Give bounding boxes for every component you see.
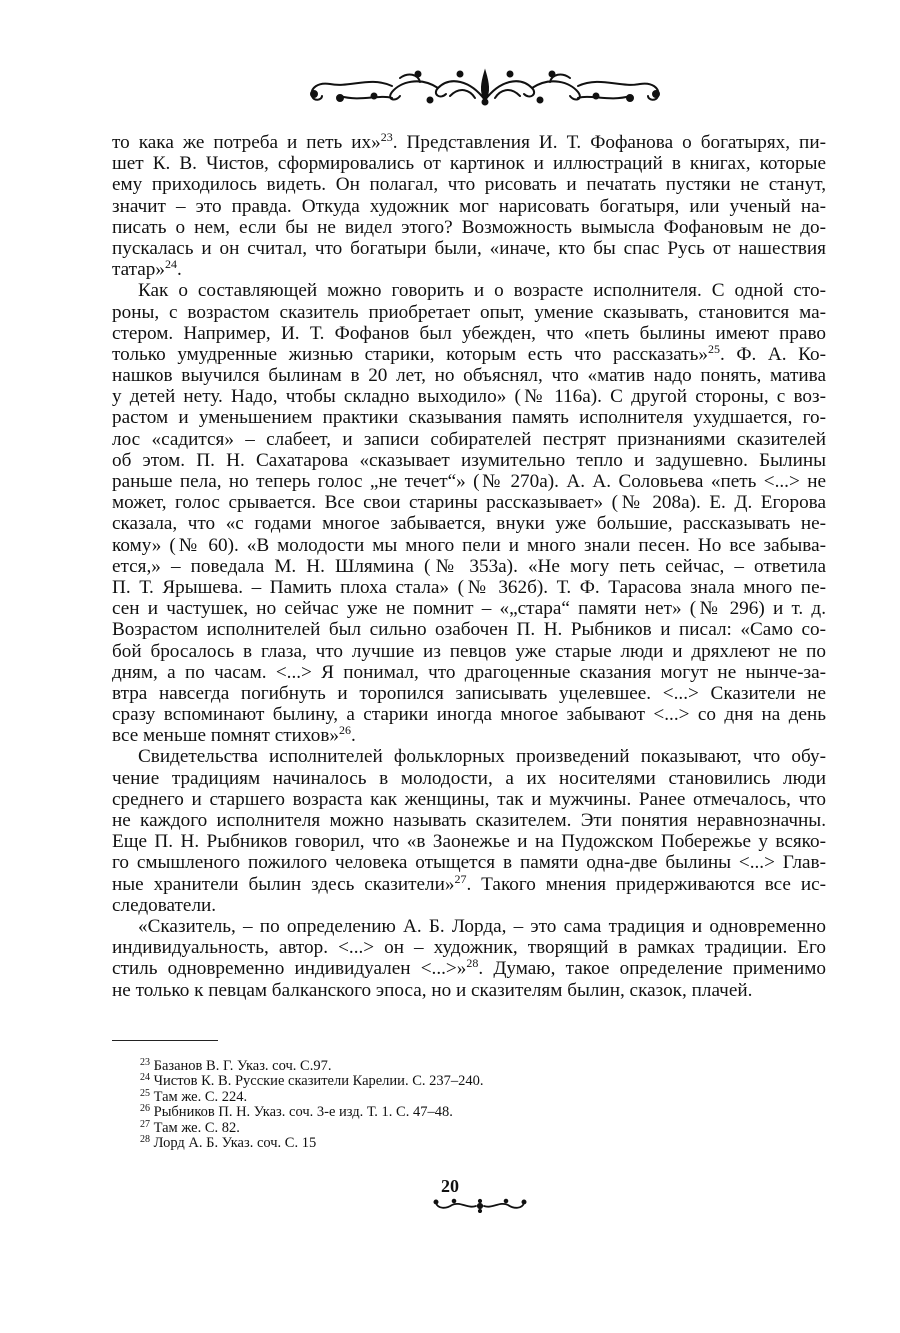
footnote-reference[interactable]: 27	[454, 871, 467, 886]
text-line-content: стером. Например, И. Т. Фофанов был убежден, что «петь былины имеют право	[112, 322, 826, 344]
text-line-content: стиль одновременно индивидуален <...>»	[112, 958, 467, 980]
text-line	[112, 217, 826, 238]
text-line-content: не каждого исполнителя можно называть сказителем. Эти понятия неравнозначны.	[112, 810, 826, 831]
footnote-item	[140, 1136, 484, 1151]
text-line-tail: . Представления И. Т. Фофанова о богатырях, пи-	[392, 132, 826, 153]
text-line-content: не только к певцам балканского эпоса, но и сказителям былин, сказок, плачей.	[112, 979, 753, 1001]
text-line-content: пускалась и он считал, что богатыри были, «иначе, кто бы спас Русь от нашествия	[112, 237, 826, 259]
text-line	[112, 153, 826, 174]
footnote-reference[interactable]: 26	[338, 723, 351, 738]
text-line-content: все меньше помнят стихов»	[112, 725, 339, 747]
text-line-content: роны, с возрастом сказитель приобретает опыт, умение сказывать, становится ма-	[112, 301, 826, 323]
text-line-content: только умудренные жизнью старики, которым есть что рассказать»	[112, 343, 708, 365]
text-line	[112, 916, 826, 937]
text-line-content: чение традициям начиналось в молодости, а их носителями становились люди	[112, 767, 826, 789]
footnote-text: Там же. С. 224.	[153, 1088, 248, 1105]
text-line-tail: . Думаю, такое определение применимо	[478, 958, 826, 980]
text-line-tail: .	[350, 725, 356, 747]
text-line-content: втра навсегда погибнуть и торопился записывать уцелевшее. <...> Сказители не	[112, 682, 826, 704]
footnote-reference[interactable]: 24	[164, 257, 177, 272]
text-line-content: сразу вспоминают былину, а старики иногда многое забывают <...> со дня на день	[112, 704, 826, 726]
footnote-number: 24	[140, 1072, 150, 1084]
footnote-number: 26	[140, 1103, 150, 1115]
text-line-content: «Сказитель, – по определению А. Б. Лорда, – это сама традиция и одновременно	[138, 915, 826, 937]
text-line-content: сен и частушек, но сейчас уже не помнит – «„стара“ памяти нет» (№ 296) и т. д.	[112, 598, 826, 620]
text-line	[112, 789, 826, 810]
text-line-content: ные хранители былин здесь сказители»	[112, 873, 455, 895]
floral-ornament-icon	[300, 66, 670, 106]
text-line	[112, 619, 826, 640]
text-line-content: следователи.	[112, 894, 217, 916]
text-line	[112, 746, 826, 767]
text-line-content: об этом. П. Н. Сахатарова «сказывает изумительно тепло и задушевно. Былины	[112, 449, 826, 471]
text-line-tail: . Ф. А. Ко-	[720, 343, 826, 365]
text-line	[112, 768, 826, 789]
footnote-reference[interactable]: 25	[708, 341, 720, 356]
text-line-content: кому» (№ 60). «В молодости мы много пели и много знали песен. Но все забыва-	[112, 534, 826, 556]
text-line	[112, 302, 826, 323]
text-line	[112, 259, 826, 280]
text-line	[112, 895, 826, 916]
footnote-text: Там же. С. 82.	[153, 1119, 240, 1136]
text-line-tail: . Такого мнения придерживаются все ис-	[466, 873, 826, 895]
text-line-content: индивидуальность, автор. <...> он – художник, творящий в рамках традиции. Его	[112, 937, 826, 959]
main-text	[112, 132, 826, 1001]
text-line-content: ется,» – поведала М. Н. Шлямина (№ 353а). «Не могу петь сейчас, – ответила	[112, 555, 826, 577]
text-line	[112, 429, 826, 450]
text-line	[112, 556, 826, 577]
footnote-text: Базанов В. Г. Указ. соч. С.97.	[153, 1058, 332, 1074]
text-line-content: бой бросалось в глаза, что лучшие из певцов уже старые люди и дряхлеют не по	[112, 640, 826, 662]
page-number: 20	[441, 1176, 459, 1196]
footnote-number: 28	[140, 1134, 150, 1146]
footnote-text: Чистов К. В. Русские сказители Карелии. С. 237–240.	[153, 1073, 484, 1090]
text-line	[112, 535, 826, 556]
text-line	[112, 598, 826, 619]
text-line	[112, 810, 826, 831]
footnote-number: 25	[140, 1087, 150, 1099]
text-line-content: среднего и старшего возраста как женщины, так и мужчины. Ранее отмечалось, что	[112, 788, 826, 810]
text-line-content: Свидетельства исполнителей фольклорных произведений показывают, что обу-	[138, 746, 826, 768]
footnote-item	[140, 1059, 484, 1074]
text-line-content: сказала, что «с годами многое забывается, внуки уже большие, рассказывать не-	[112, 513, 826, 535]
text-line	[112, 831, 826, 852]
text-line-content: татар»	[112, 259, 165, 281]
text-line	[112, 132, 826, 153]
text-line	[112, 471, 826, 492]
footnote-number: 23	[140, 1057, 150, 1068]
text-line-content: Как о составляющей можно говорить и о возрасте исполнителя. С одной сто-	[138, 280, 826, 302]
footnote-reference[interactable]: 23	[380, 130, 393, 144]
text-line	[112, 341, 826, 365]
text-line	[112, 238, 826, 259]
text-line-content: Возрастом исполнителей был сильно озабочен П. Н. Рыбников и писал: «Само со-	[112, 619, 826, 641]
text-line-content: Еще П. Н. Рыбников говорил, что «в Заонежье и на Пудожском Побережье у всяко-	[112, 831, 826, 853]
text-line	[112, 450, 826, 471]
text-line	[112, 365, 826, 386]
text-line	[112, 513, 826, 534]
text-line	[112, 725, 826, 746]
text-line-content: лос «садится» – слабеет, и записи собирателей пестрят признаниями сказителей	[112, 428, 826, 450]
text-line-content: раньше пела, но теперь голос „не течет“» (№ 270а). А. А. Соловьева «петь <...> не	[112, 471, 826, 492]
footnote-item	[140, 1087, 484, 1105]
small-ornament-icon	[432, 1197, 528, 1213]
text-line	[112, 492, 826, 513]
text-line	[112, 174, 826, 195]
text-line-content: то кака же потреба и петь их»	[112, 132, 381, 153]
footnote-item	[140, 1118, 484, 1136]
footnote-reference[interactable]: 28	[466, 956, 479, 971]
text-line-content: ему приходилось видеть. Он полагал, что рисовать и печатать пустяки не станут,	[112, 174, 826, 196]
footnote-item	[140, 1105, 484, 1120]
text-line	[112, 662, 826, 683]
text-line	[112, 852, 826, 873]
text-line-content: растом и уменьшением практики сказывания память исполнителя ухудшается, го-	[112, 407, 826, 429]
text-line-content: дням, а по часам. <...> Я понимал, что драгоценные сказания могут не нынче-за-	[112, 661, 826, 683]
footnote-text: Лорд А. Б. Указ. соч. С. 15	[153, 1135, 317, 1152]
text-line	[112, 641, 826, 662]
text-line-tail: .	[176, 259, 182, 281]
text-line	[112, 280, 826, 301]
text-line	[112, 683, 826, 704]
text-line-content: го смышленого пожилого человека отыщется в памяти одна-две былины <...> Глав-	[112, 852, 826, 874]
footnote-item	[140, 1074, 484, 1089]
text-line	[112, 871, 826, 895]
text-line	[112, 407, 826, 428]
text-line-content: шет К. В. Чистов, сформировались от картинок и иллюстраций в книгах, которые	[112, 153, 826, 175]
text-line	[112, 704, 826, 725]
text-line	[112, 196, 826, 217]
text-line-content: П. Т. Ярышева. – Памить плоха стала» (№ 362б). Т. Ф. Тарасова знала много пе-	[112, 576, 826, 598]
footnotes	[140, 1059, 484, 1151]
text-line	[112, 958, 826, 979]
text-line	[112, 386, 826, 407]
footnote-text: Рыбников П. Н. Указ. соч. 3-е изд. Т. 1. С. 47–48.	[153, 1104, 453, 1121]
text-line-content: может, голос срывается. Все свои старины рассказывает» (№ 208а). Е. Д. Егорова	[112, 492, 826, 514]
text-line-content: нашков выучился былинам в 20 лет, но объяснял, что «матив надо понять, матива	[112, 365, 826, 387]
text-line-content: у детей нету. Надо, чтобы складно выходило» (№ 116а). С другой стороны, с воз-	[112, 386, 826, 408]
text-line-content: значит – это правда. Откуда художник мог нарисовать богатыря, или ученый на-	[112, 195, 826, 217]
text-line-content: писать о нем, если бы не видел этого? Возможность вымысла Фофановым не до-	[112, 216, 826, 238]
text-line	[112, 577, 826, 598]
text-line	[112, 323, 826, 344]
footnote-divider	[112, 1040, 218, 1041]
text-line	[112, 980, 826, 1001]
footnote-number: 27	[140, 1118, 150, 1130]
